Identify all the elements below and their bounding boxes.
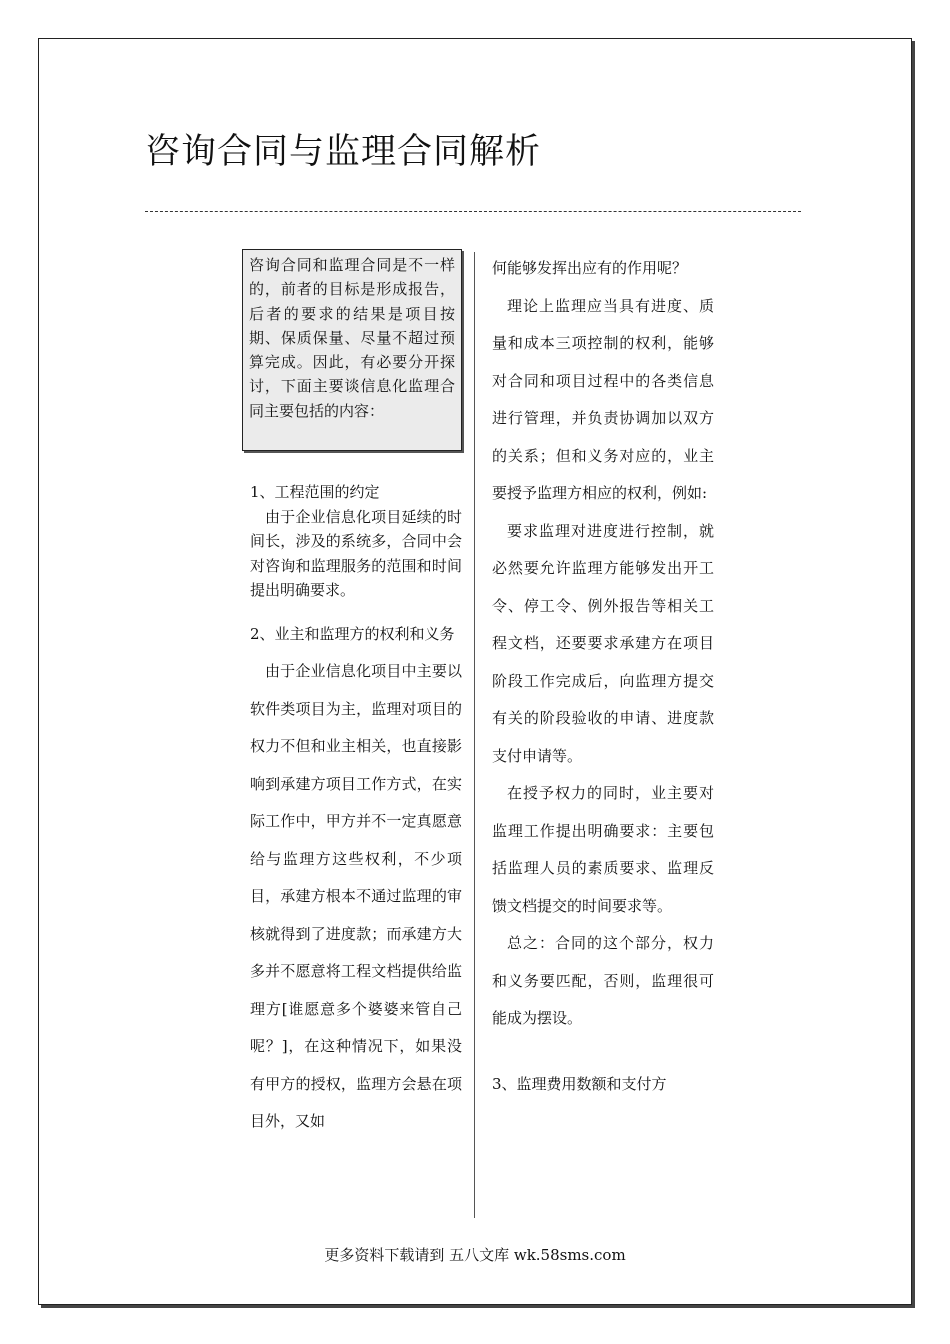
paragraph-summary: 总之：合同的这个部分，权力和义务要匹配，否则，监理很可能成为摆设。: [492, 934, 714, 1027]
abstract-box: 咨询合同和监理合同是不一样的，前者的目标是形成报告，后者的要求的结果是项目按期、保质保量、尽量不超过预算完成。因此，有必要分开探讨，下面主要谈信息化监理合同主要包括的内容：: [242, 249, 462, 451]
paragraph-requirements: 在授予权力的同时，业主要对监理工作提出明确要求：主要包括监理人员的素质要求、监理反馈文档提交的时间要求等。: [492, 784, 714, 915]
left-column: [250, 480, 462, 1141]
section-2-body: 由于企业信息化项目中主要以软件类项目为主，监理对项目的权力不但和业主相关，也直接影响到承建方项目工作方式，在实际工作中，甲方并不一定真愿意给与监理方这些权利，不少项目，承建方根本不通过监理的审核就得到了进度款；而承建方大多并不愿意将工程文档提供给监理方[谁愿意多个婆婆来管自己呢？]，在这种情况下，如果没有甲方的授权，监理方会悬在项目外，又如: [250, 662, 462, 1130]
section-1-heading: 1、工程范围的约定: [250, 483, 380, 501]
section-1-body: 由于企业信息化项目延续的时间长，涉及的系统多，合同中会对咨询和监理服务的范围和时间提出明确要求。: [250, 507, 462, 599]
paragraph-progress-control: 要求监理对进度进行控制，就必然要允许监理方能够发出开工令、停工令、例外报告等相关工程文档，还要要求承建方在项目阶段工作完成后，向监理方提交有关的阶段验收的申请、进度款支付申请等。: [492, 521, 714, 765]
continuation-text: 何能够发挥出应有的作用呢？: [492, 259, 688, 277]
footer-text: 更多资料下载请到 五八文库 wk.58sms.com: [324, 1246, 626, 1264]
right-column: [492, 250, 714, 1103]
title-divider: [145, 211, 801, 212]
paragraph-rights: 理论上监理应当具有进度、质量和成本三项控制的权利，能够对合同和项目过程中的各类信息进行管理，并负责协调加以双方的关系；但和义务对应的，业主要授予监理方相应的权利，例如:: [492, 296, 714, 502]
column-divider: [474, 252, 475, 1218]
section-2-heading: 2、业主和监理方的权利和义务: [250, 624, 455, 643]
section-3-heading: 3、监理费用数额和支付方: [492, 1074, 667, 1093]
document-title: 咨询合同与监理合同解析: [145, 132, 542, 172]
page-frame: [38, 38, 912, 1305]
